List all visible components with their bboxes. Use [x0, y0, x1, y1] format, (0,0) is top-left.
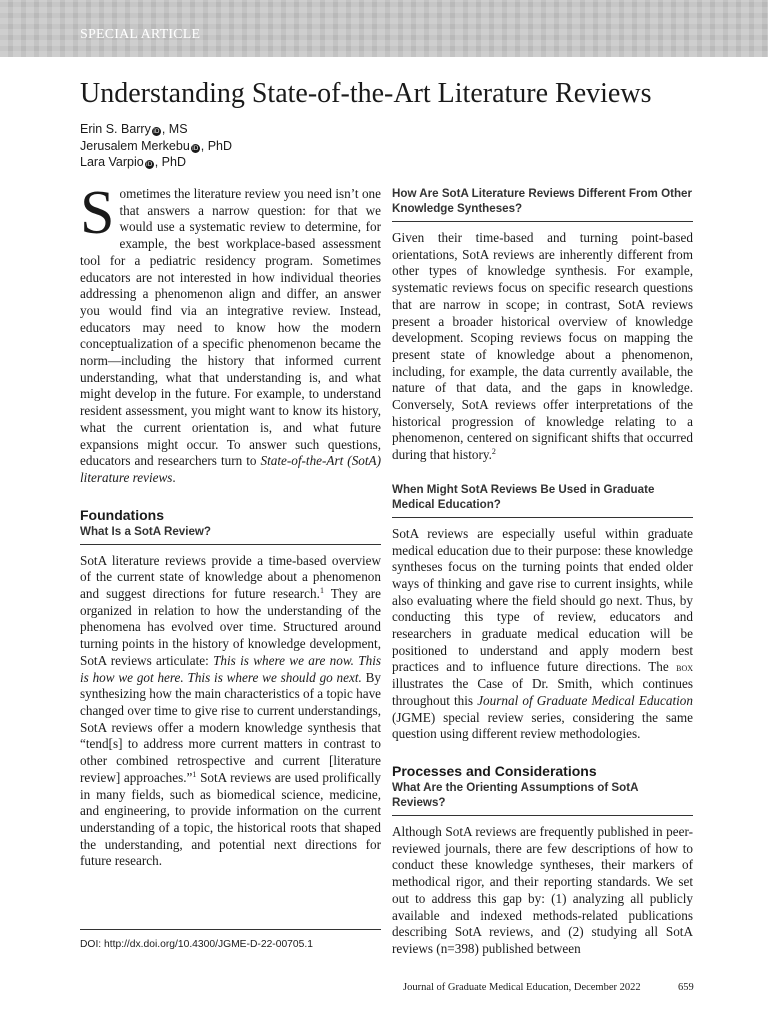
doi-link[interactable]: DOI: http://dx.doi.org/10.4300/JGME-D-22-00705.1 [80, 939, 313, 950]
orcid-icon[interactable]: iD [146, 161, 153, 168]
author-degree: , PhD [200, 138, 233, 153]
p2-a: SotA reviews are especially useful within graduate medical education due to their purpose: these knowledge syntheses focus on the turning points that ended older ways of thinking and gave rise to current insights, while also evaluating where the field should go next. Thus, by conducting this type of review, educators and researchers in graduate medical education will be positioned to understand and apply modern best practices and to influence future directions. The [392, 525, 693, 675]
orcid-icon[interactable]: iD [192, 144, 199, 152]
author-name: Jerusalem Merkebu [80, 138, 190, 153]
intro-text: ometimes the literature review you need isn’t one that answers a narrow question: for that we would use a systematic review to determine, for example, the best workplace-based assessment tool for a pediatric residency program. Sometimes educators are not interested in how individual theories addressing a phenomenon align and differ, an answer you would find via an integrative review. Instead, educators may need to know how the modern conceptualization of a specific phenomenon became the norm—including the history that informed current understanding, what that understanding is, and what might develop in the future. For example, to understand resident assessment, you might want to know its history, what the current orientation is, and what future expansions might occur. To answer such questions, educators and researchers turn to [80, 186, 381, 469]
right-column [392, 186, 693, 958]
journal-name: Journal of Graduate Medical Education [477, 692, 693, 708]
p2-b: illustrates the Case of Dr. Smith, which continues throughout this [392, 676, 693, 708]
p2-c: (JGME) special review series, considering the same question using different review methodologies. [392, 709, 693, 742]
author-degree: , MS [161, 122, 188, 136]
subheading-what-is-sota: What Is a SotA Review? [80, 524, 381, 545]
author-list [80, 121, 232, 171]
box-link[interactable]: box [676, 660, 693, 675]
section-heading-foundations: Foundations [80, 506, 164, 523]
author-name: Erin S. Barry [80, 122, 151, 136]
p1-d: SotA reviews are used prolifically in many fields, such as biomedical science, medicine, and engineering, to provide information on the current understanding of a topic, the historical roots that shaped the understanding, and potential next directions for future research. [80, 769, 381, 869]
body-paragraph [80, 553, 381, 870]
body-paragraph [392, 230, 693, 464]
section-heading-processes: Processes and Considerations [392, 762, 597, 779]
reference-link[interactable]: 2 [491, 447, 496, 457]
author-entry [80, 154, 232, 171]
author-entry [80, 138, 232, 155]
footnote-divider [80, 929, 381, 930]
intro-end: . [172, 469, 176, 485]
subheading-how-different: How Are SotA Literature Reviews Different From Other Knowledge Syntheses? [392, 186, 693, 222]
p-processes: Although SotA reviews are frequently published in peer-reviewed journals, there are few descriptions of how to conduct these knowledge syntheses, their markers of methodical rigor, and their reporting standards. We set out to address this gap by: (1) analyzing all publicly available and indexed methods-related publications describing SotA reviews, and (2) studying all SotA reviews (n=398) published between [392, 823, 693, 956]
orcid-icon[interactable]: iD [153, 128, 160, 135]
journal-footer: Journal of Graduate Medical Education, December 2022 [403, 982, 641, 993]
p1-italic: This is where we are now. This is how we got here. This is where we should go next. [80, 652, 381, 685]
author-entry [80, 121, 232, 138]
body-paragraph [392, 526, 693, 743]
p1-b: They are organized in relation to how the understanding of the phenomena has evolved over time. Structured around turning points in the history of knowledge development, SotA reviews articulate: [80, 586, 381, 668]
p1-c: By synthesizing how the main characteristics of a topic have changed over time to give rise to current understandings, SotA reviews offer a modern knowledge synthesis that “tend[s] to address more current matters in contrast to other combined retrospective and current [literature review] approaches.” [80, 669, 382, 785]
article-title: Understanding State-of-the-Art Literature Reviews [80, 78, 652, 109]
subheading-orienting-assumptions: What Are the Orienting Assumptions of SotA Reviews? [392, 780, 693, 816]
page-number: 659 [678, 982, 694, 993]
reference-link[interactable]: 1 [192, 769, 197, 779]
author-degree: , PhD [154, 155, 186, 169]
body-paragraph [392, 824, 693, 958]
intro-italic: State-of-the-Art (SotA) literature reviews [80, 453, 381, 485]
left-column [80, 179, 382, 870]
p-different: Given their time-based and turning point-based orientations, SotA reviews are inherently different from other types of knowledge synthesis. For example, systematic reviews focus on specific research questions that are narrow in scope; in contrast, SotA reviews present a broader historical overview of knowledge development. Scoping reviews focus on mapping the present state of knowledge about a phenomenon, including, for example, the data currently available, the nature of that data, and the gaps in knowledge. Conversely, SotA reviews offer interpretations of the historical progression of knowledge relating to a phenomenon, centered on significant shifts that occurred during that history. [392, 230, 693, 463]
drop-cap: S [80, 179, 115, 247]
author-name: Lara Varpio [80, 155, 144, 169]
reference-link[interactable]: 1 [319, 586, 324, 596]
p1-a: SotA literature reviews provide a time-based overview of the current state of knowledge about a phenomenon and suggest directions for future research. [80, 552, 381, 602]
section-banner [0, 0, 768, 57]
intro-paragraph [80, 179, 381, 487]
subheading-when-used: When Might SotA Reviews Be Used in Graduate Medical Education? [392, 482, 693, 518]
article-type-label: SPECIAL ARTICLE [80, 27, 201, 42]
